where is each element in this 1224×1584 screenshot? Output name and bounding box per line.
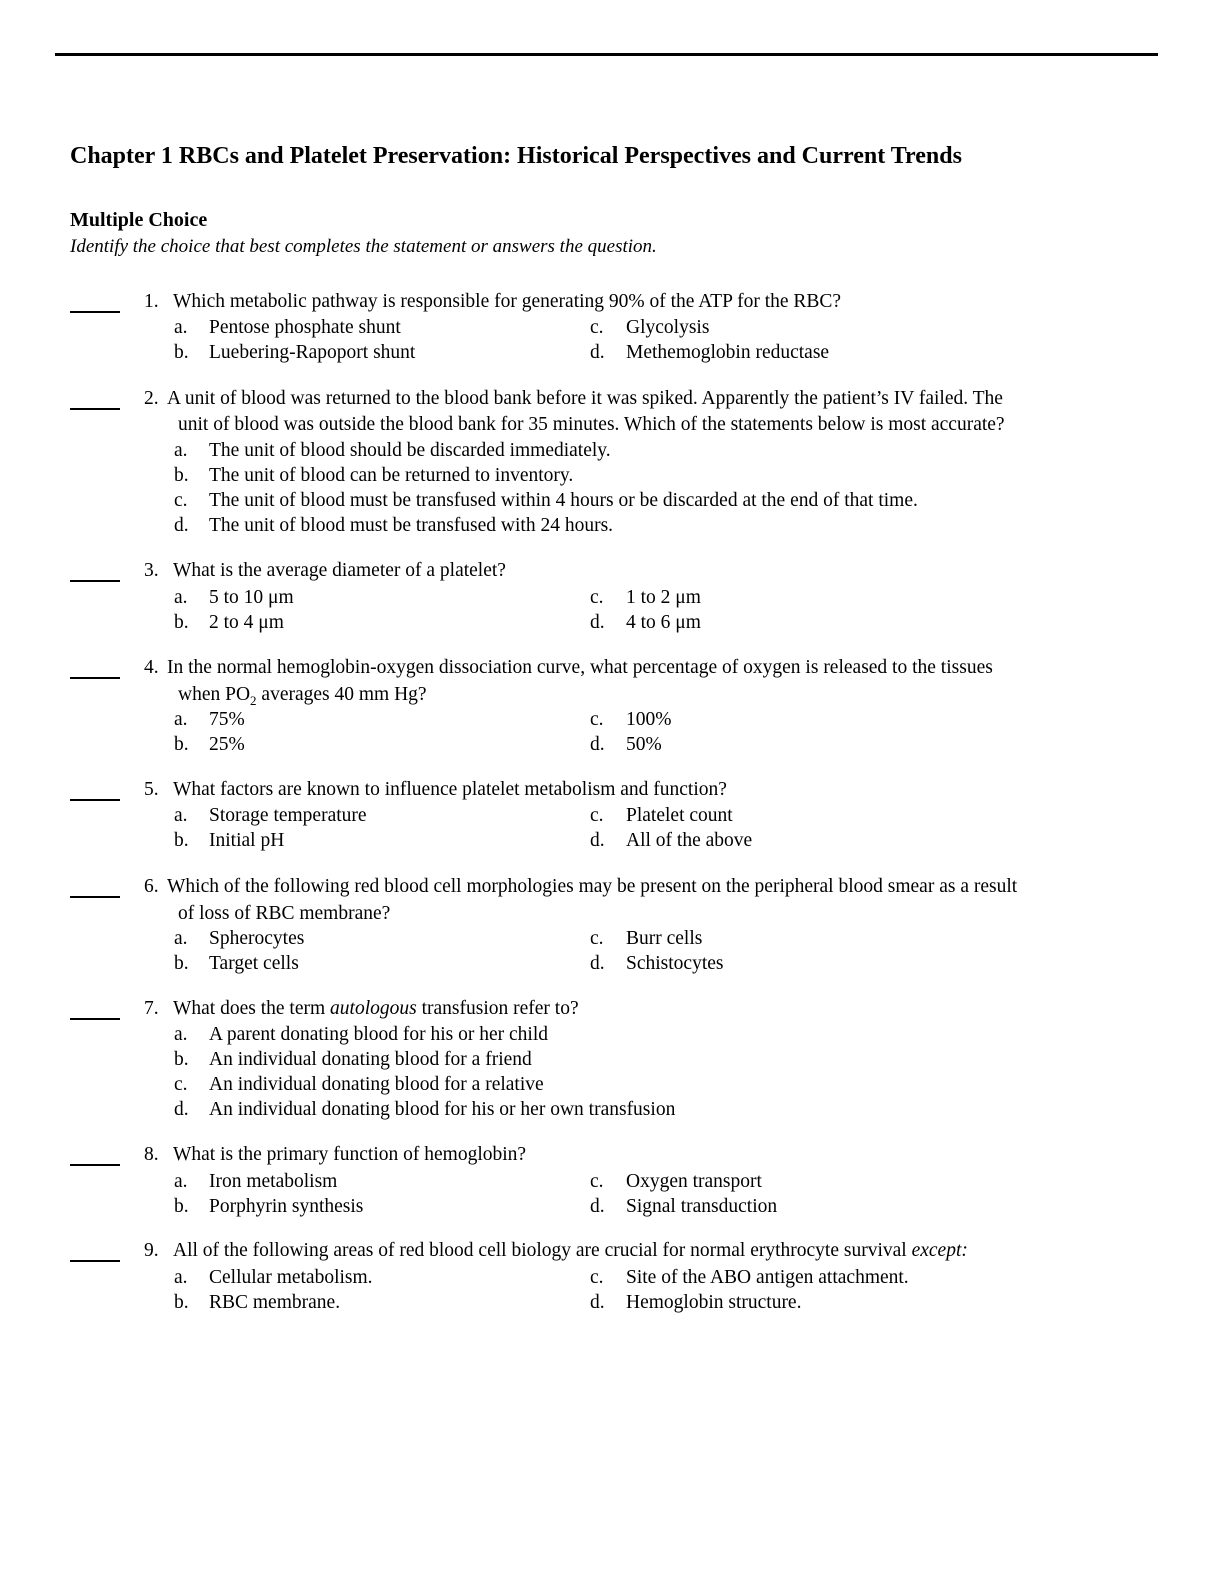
question-text: In the normal hemoglobin-oxygen dissociation curve, what percentage of oxygen is released to the tissues [167,657,993,678]
question-text: Which metabolic pathway is responsible for generating 90% of the ATP for the RBC? [173,291,842,312]
question-number: 1. [144,291,159,312]
question-text: A unit of blood was returned to the blood bank before it was spiked. Apparently the patient’s IV failed. The [167,388,1003,409]
answer-blank-7[interactable] [70,996,120,1020]
question-number: 4. [144,657,159,678]
answer-blank-3[interactable] [70,558,120,582]
answer-blank-6[interactable] [70,874,120,898]
answer-blank-9[interactable] [70,1238,120,1262]
answer-blank-8[interactable] [70,1142,120,1166]
question-number: 8. [144,1144,159,1165]
question-number: 3. [144,560,159,581]
instructions: Identify the choice that best completes the statement or answers the question. [70,236,657,257]
answer-blank-4[interactable] [70,655,120,679]
question-number: 2. [144,388,159,409]
question-text: What is the primary function of hemoglobin? [173,1144,527,1165]
page-title: Chapter 1 RBCs and Platelet Preservation: Historical Perspectives and Current Trends [70,143,962,169]
question-text: What does the term autologous transfusion refer to? [173,998,579,1019]
question-number: 5. [144,779,159,800]
answer-blank-5[interactable] [70,777,120,801]
question-number: 9. [144,1240,159,1261]
question-text: All of the following areas of red blood cell biology are crucial for normal erythrocyte survival except: [173,1240,968,1261]
question-number: 7. [144,998,159,1019]
answer-blank-2[interactable] [70,386,120,410]
header-rule [55,53,1158,56]
question-text-continued: of loss of RBC membrane? [178,903,391,924]
question-text: What is the average diameter of a platelet? [173,560,506,581]
question-number: 6. [144,876,159,897]
question-text-continued: when $PO_2$ averages 40 mm Hg? [178,684,427,708]
question-text-continued: unit of blood was outside the blood bank for 35 minutes. Which of the statements below is most accurate? [178,414,1005,435]
question-text: Which of the following red blood cell morphologies may be present on the peripheral blood smear as a result [167,876,1018,897]
section-heading: Multiple Choice [70,209,208,231]
question-text: What factors are known to influence platelet metabolism and function? [173,779,727,800]
answer-blank-1[interactable] [70,289,120,313]
